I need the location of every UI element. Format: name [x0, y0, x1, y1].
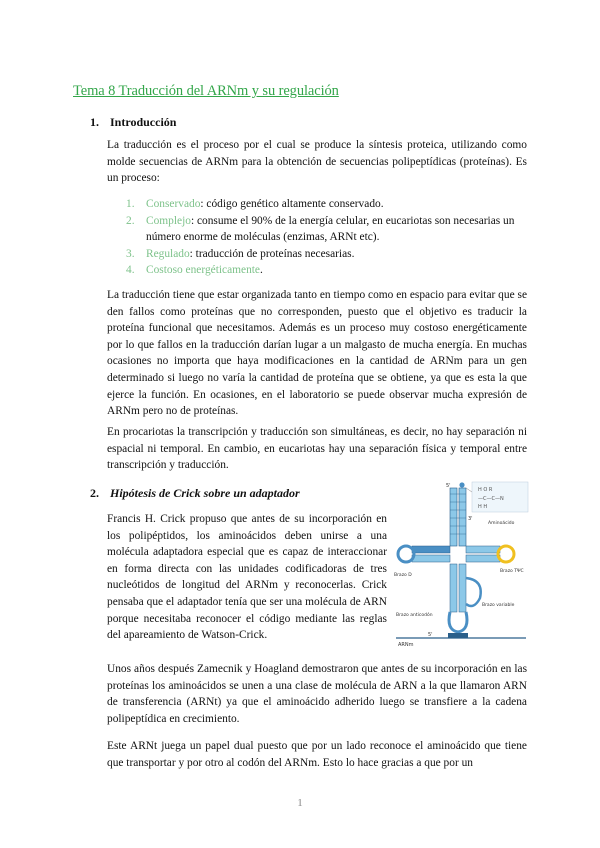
section-1-paragraph-2: La traducción tiene que estar organizada tanto en tiempo como en espacio para evitar que se den fallos como proteínas que no corresponden, puesto que el objetivo es traducir la proteína funcional que necesitamos. Además es un proceso muy costoso energéticamente por lo que fallos en la traducción darían lugar a un malgasto de mucha energía. En muchas ocasiones no importa que haya modificaciones en la cantidad de ARNm para un gen determinado si luego no varía la cantidad de proteína que se obtiene, ya que es esta la que ejerce la función. En ocasiones, en el laboratorio se puede observar mucha expresión de ARNm pero no de proteínas.	[107, 289, 527, 418]
list-text: : código genético altamente conservado.	[200, 198, 384, 210]
list-item	[126, 196, 528, 213]
section-2-heading	[90, 486, 300, 501]
section-1-title: Introducción	[110, 115, 177, 129]
section-2-number: 2.	[90, 486, 99, 500]
label-3-end: 3'	[468, 516, 473, 522]
page-number: 1	[297, 797, 303, 809]
list-text: .	[259, 264, 263, 277]
process-list	[126, 196, 528, 279]
list-keyword: Complejo	[146, 214, 191, 227]
label-codon: 5'	[428, 632, 433, 638]
label-mrna: ARNm	[398, 642, 414, 648]
section-2-paragraph-2: Unos años después Zamecnik y Hoagland demostraron que antes de su incorporación en las proteínas los aminoácidos se unen a una clase de molécula de ARN a la que llamaron ARN de transferencia (ARNt) ya que el aminoácido adherido luego se transfiere a la cadena polipeptídica en crecimiento.	[107, 663, 527, 725]
list-number: 1.	[126, 198, 135, 210]
section-2-paragraph-1: Francis H. Crick propuso que antes de su incorporación en los polipéptidos, los aminoácidos deben unirse a una molécula adaptadora especial que es capaz de interaccionar en forma directa con las unidades codificadoras de tres nucleótidos de longitud del ARNm y reconocerlas. Crick pensaba que el adaptador tenía que ser una molécula de ARN porque necesitaba reconocer el código mediante las reglas del apareamiento de Watson-Crick.	[107, 513, 387, 642]
label-anticodon-arm: Brazo anticodón	[396, 613, 433, 618]
section-2-title: Hipótesis de Crick sobre un adaptador	[110, 486, 300, 500]
list-number: 3.	[126, 247, 135, 260]
svg-text:H H: H H	[478, 504, 488, 510]
document-title: Tema 8 Traducción del ARNm y su regulación	[73, 83, 339, 99]
list-item	[126, 246, 528, 263]
list-number: 4.	[126, 264, 135, 277]
label-t-arm: Brazo TΨC	[500, 569, 524, 574]
label-5-end: 5'	[446, 483, 451, 489]
svg-text:H O R: H O R	[478, 487, 493, 493]
list-text: : traducción de proteínas necesarias.	[189, 247, 355, 260]
list-item	[126, 262, 528, 279]
trna-diagram	[392, 480, 532, 652]
svg-text:—C—C—N: —C—C—N	[478, 496, 504, 502]
list-keyword: Conservado	[146, 198, 201, 210]
list-keyword: Regulado	[146, 247, 190, 260]
trna-figure	[392, 480, 532, 652]
label-variable-arm: Brazo variable	[482, 603, 515, 608]
label-amino-acid: Aminoácido	[488, 521, 515, 526]
list-number: 2.	[126, 214, 135, 227]
list-text: : consume el 90% de la energía celular, en eucariotas son necesarias un número enorme de moléculas (enzimas, ARNt etc).	[146, 214, 515, 244]
section-1-paragraph-3: En procariotas la transcripción y traducción son simultáneas, es decir, no hay separación ni espacial ni temporal. En cambio, en eucariotas hay una separación física y temporal entre transcripción y traducción.	[107, 426, 527, 472]
label-d-arm: Brazo D	[394, 573, 412, 578]
section-1-number: 1.	[90, 115, 99, 129]
list-keyword: Costoso energéticamente	[146, 264, 260, 277]
amino-acid-structure	[466, 482, 528, 512]
section-1-heading	[90, 115, 176, 130]
list-item	[126, 213, 528, 246]
section-2-paragraph-3: Este ARNt juega un papel dual puesto que por un lado reconoce el aminoácido que tiene que transportar y por otro al codón del ARNm. Esto lo hace gracias a que por un	[107, 740, 527, 769]
section-1-intro: La traducción es el proceso por el cual se produce la síntesis proteica, utilizando como molde secuencias de ARNm para la obtención de secuencias polipeptídicas (proteínas). Es un proceso:	[107, 139, 527, 185]
